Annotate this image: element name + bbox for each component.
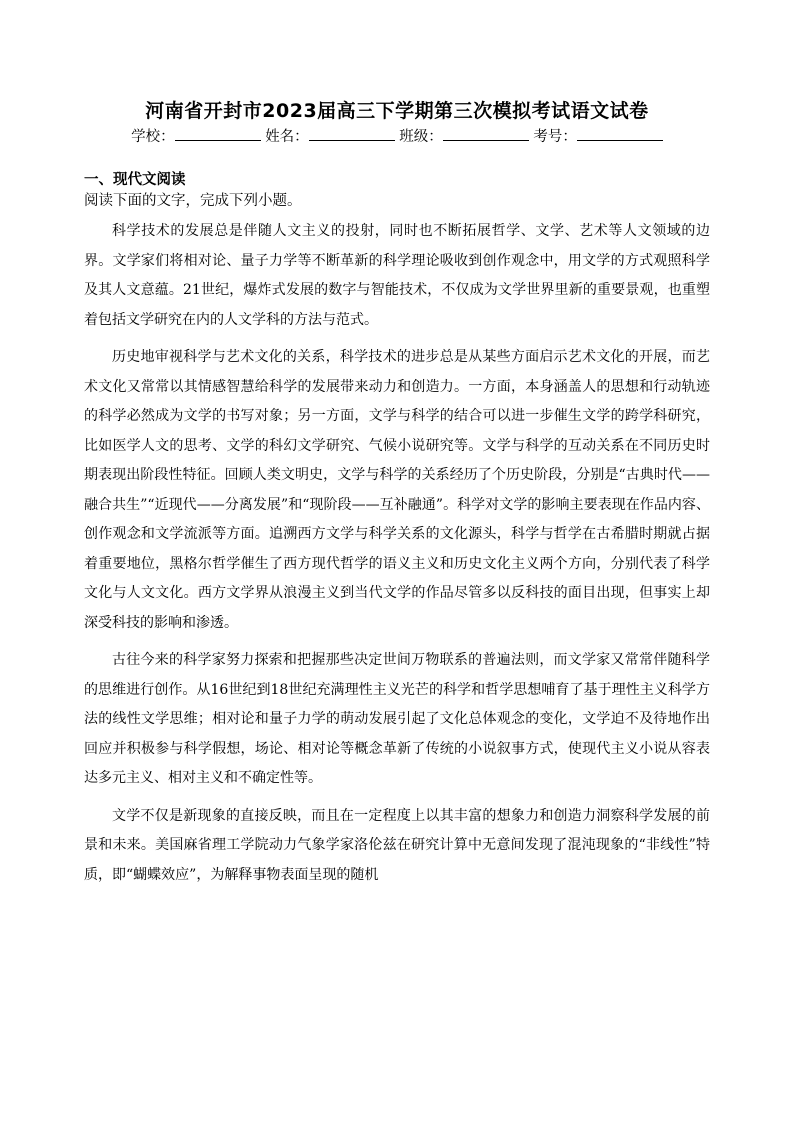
- passage-paragraph: 文学不仅是新现象的直接反映，而且在一定程度上以其丰富的想象力和创造力洞察科学发展的前景和未来。美国麻省理工学院动力气象学家洛伦兹在研究计算中无意间发现了混沌现象的“非线性”特质，即“蝴蝶效应”，为解释事物表面呈现的随机: [84, 807, 710, 883]
- name-blank[interactable]: [309, 126, 395, 141]
- info-label-class: 班级：: [399, 129, 443, 145]
- info-label-school: 学校：: [131, 129, 175, 145]
- document-title: 河南省开封市2023届高三下学期第三次模拟考试语文试卷: [145, 100, 649, 122]
- reading-instruction: 阅读下面的文字，完成下列小题。: [84, 193, 302, 209]
- passage-paragraph: 科学技术的发展总是伴随人文主义的投射，同时也不断拓展哲学、文学、艺术等人文领域的边界。文学家们将相对论、量子力学等不断革新的科学理论吸收到创作观念中，用文学的方式观照科学及其人文意蕴。21世纪，爆炸式发展的数字与智能技术，不仅成为文学世界里新的重要景观，也重塑着包括文学研究在内的人文学科的方法与范式。: [84, 223, 710, 328]
- reading-passage: [84, 217, 710, 898]
- passage-paragraph: 古往今来的科学家努力探索和把握那些决定世间万物联系的普遍法则，而文学家又常常伴随科学的思维进行创作。从16世纪到18世纪充满理性主义光芒的科学和哲学思想哺育了基于理性主义科学方法的线性文学思维；相对论和量子力学的萌动发展引起了文化总体观念的变化，文学迫不及待地作出回应并积极参与科学假想，场论、相对论等概念革新了传统的小说叙事方式，使现代主义小说从容表达多元主义、相对主义和不确定性等。: [84, 652, 710, 786]
- info-label-name: 姓名：: [265, 129, 309, 145]
- section-heading: 一、现代文阅读: [84, 172, 186, 188]
- school-blank[interactable]: [175, 126, 261, 141]
- info-label-exam-number: 考号：: [533, 129, 577, 145]
- student-info-line: [0, 125, 794, 146]
- exam-number-blank[interactable]: [577, 126, 663, 141]
- class-blank[interactable]: [443, 126, 529, 141]
- passage-paragraph: 历史地审视科学与艺术文化的关系，科学技术的进步总是从某些方面启示艺术文化的开展，而艺术文化又常常以其情感智慧给科学的发展带来动力和创造力。一方面，本身涵盖人的思想和行动轨迹的科学必然成为文学的书写对象；另一方面，文学与科学的结合可以进一步催生文学的跨学科研究，比如医学人文的思考、文学的科幻文学研究、气候小说研究等。文学与科学的互动关系在不同历史时期表现出阶段性特征。回顾人类文明史，文学与科学的关系经历了个历史阶段，分别是“古典时代——融合共生”“近现代——分离发展”和“现阶段——互补融通”。科学对文学的影响主要表现在作品内容、创作观念和文学流派等方面。追溯西方文学与科学关系的文化源头，科学与哲学在古希腊时期就占据着重要地位，黑格尔哲学催生了西方现代哲学的语义主义和历史文化主义两个方向，分别代表了科学文化与人文文化。西方文学界从浪漫主义到当代文学的作品尽管多以反科技的面目出现，但事实上却深受科技的影响和渗透。: [84, 349, 710, 631]
